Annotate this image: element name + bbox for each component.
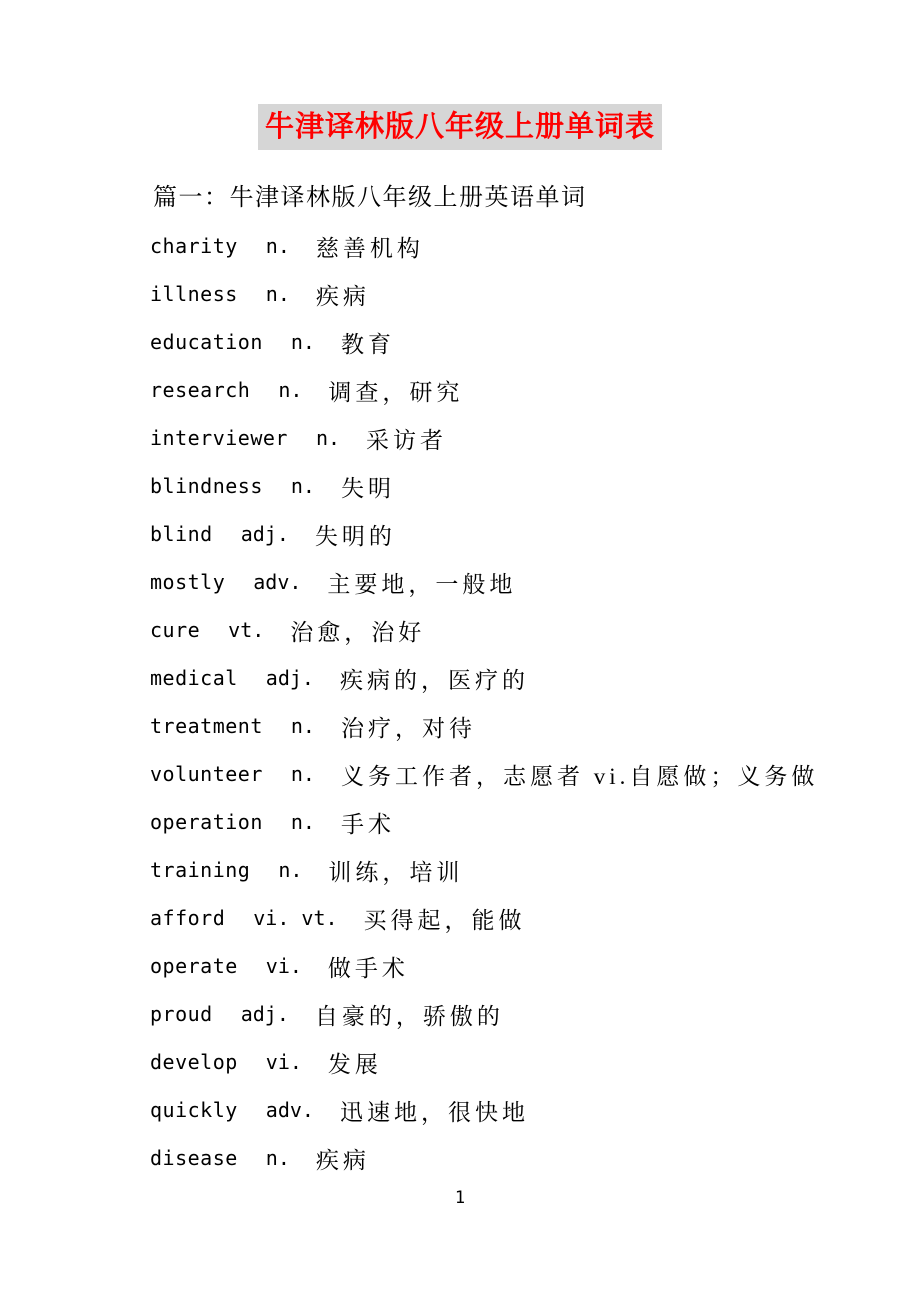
- word-text: afford: [150, 906, 226, 930]
- word-meaning: 疾病: [315, 1147, 370, 1173]
- title-container: [0, 0, 920, 150]
- word-row: [150, 942, 920, 990]
- word-row: [150, 222, 920, 270]
- word-text: medical: [150, 666, 238, 690]
- word-meaning: 采访者: [366, 427, 448, 453]
- word-row: [150, 1086, 920, 1134]
- word-meaning: 治愈，治好: [290, 619, 426, 645]
- word-row: [150, 990, 920, 1038]
- word-text: disease: [150, 1146, 238, 1170]
- word-meaning: 做手术: [327, 955, 409, 981]
- word-row: [150, 510, 920, 558]
- word-meaning: 自豪的，骄傲的: [314, 1003, 504, 1029]
- word-meaning: 疾病的，医疗的: [339, 667, 529, 693]
- word-pos: adj.: [265, 666, 314, 690]
- word-row: [150, 366, 920, 414]
- word-text: operate: [150, 954, 238, 978]
- word-text: research: [150, 378, 251, 402]
- word-text: blind: [150, 522, 213, 546]
- word-meaning: 主要地，一般地: [327, 571, 517, 597]
- word-meaning: 迅速地，很快地: [339, 1099, 529, 1125]
- word-pos: adj.: [240, 522, 289, 546]
- word-text: develop: [150, 1050, 238, 1074]
- word-pos: n.: [265, 1146, 290, 1170]
- word-meaning: 买得起，能做: [363, 907, 526, 933]
- word-row: [150, 318, 920, 366]
- word-pos: n.: [290, 714, 315, 738]
- word-text: illness: [150, 282, 238, 306]
- word-list: [150, 222, 920, 1182]
- word-meaning: 调查，研究: [328, 379, 464, 405]
- word-text: volunteer: [150, 762, 263, 786]
- word-pos: n.: [290, 810, 315, 834]
- word-row: [150, 462, 920, 510]
- word-meaning: 教育: [340, 331, 395, 357]
- word-row: [150, 1038, 920, 1086]
- word-meaning: 义务工作者，志愿者 vi.自愿做；义务做: [340, 763, 819, 789]
- word-row: [150, 1134, 920, 1182]
- word-text: proud: [150, 1002, 213, 1026]
- word-text: quickly: [150, 1098, 238, 1122]
- word-row: [150, 798, 920, 846]
- word-row: [150, 270, 920, 318]
- word-row: [150, 750, 920, 798]
- word-pos: n.: [265, 234, 290, 258]
- word-meaning: 治疗，对待: [340, 715, 476, 741]
- word-row: [150, 558, 920, 606]
- word-pos: n.: [265, 282, 290, 306]
- word-pos: n.: [278, 858, 303, 882]
- word-pos: vi. vt.: [253, 906, 338, 930]
- word-pos: vt.: [228, 618, 265, 642]
- word-pos: adj.: [240, 1002, 289, 1026]
- document-title: 牛津译林版八年级上册单词表: [258, 104, 662, 150]
- word-text: education: [150, 330, 263, 354]
- word-pos: adv.: [265, 1098, 314, 1122]
- word-meaning: 慈善机构: [315, 235, 424, 261]
- word-pos: n.: [290, 330, 315, 354]
- word-pos: vi.: [265, 1050, 302, 1074]
- word-meaning: 失明: [340, 475, 395, 501]
- word-row: [150, 894, 920, 942]
- word-row: [150, 846, 920, 894]
- word-pos: n.: [315, 426, 341, 450]
- word-pos: n.: [278, 378, 303, 402]
- word-text: training: [150, 858, 251, 882]
- word-meaning: 训练，培训: [328, 859, 464, 885]
- word-meaning: 发展: [327, 1051, 382, 1077]
- word-pos: n.: [290, 762, 315, 786]
- word-text: cure: [150, 618, 201, 642]
- word-meaning: 失明的: [314, 523, 396, 549]
- word-row: [150, 702, 920, 750]
- word-pos: vi.: [265, 954, 302, 978]
- word-row: [150, 606, 920, 654]
- word-text: charity: [150, 234, 238, 258]
- word-text: blindness: [150, 474, 263, 498]
- word-meaning: 疾病: [315, 283, 370, 309]
- word-row: [150, 414, 920, 462]
- page-number: 1: [454, 1188, 466, 1208]
- word-text: mostly: [150, 570, 226, 594]
- word-text: operation: [150, 810, 263, 834]
- word-row: [150, 654, 920, 702]
- word-text: interviewer: [150, 426, 288, 450]
- word-pos: n.: [290, 474, 315, 498]
- word-pos: adv.: [253, 570, 302, 594]
- word-meaning: 手术: [340, 811, 395, 837]
- word-text: treatment: [150, 714, 263, 738]
- section-heading: 篇一：牛津译林版八年级上册英语单词: [153, 185, 587, 211]
